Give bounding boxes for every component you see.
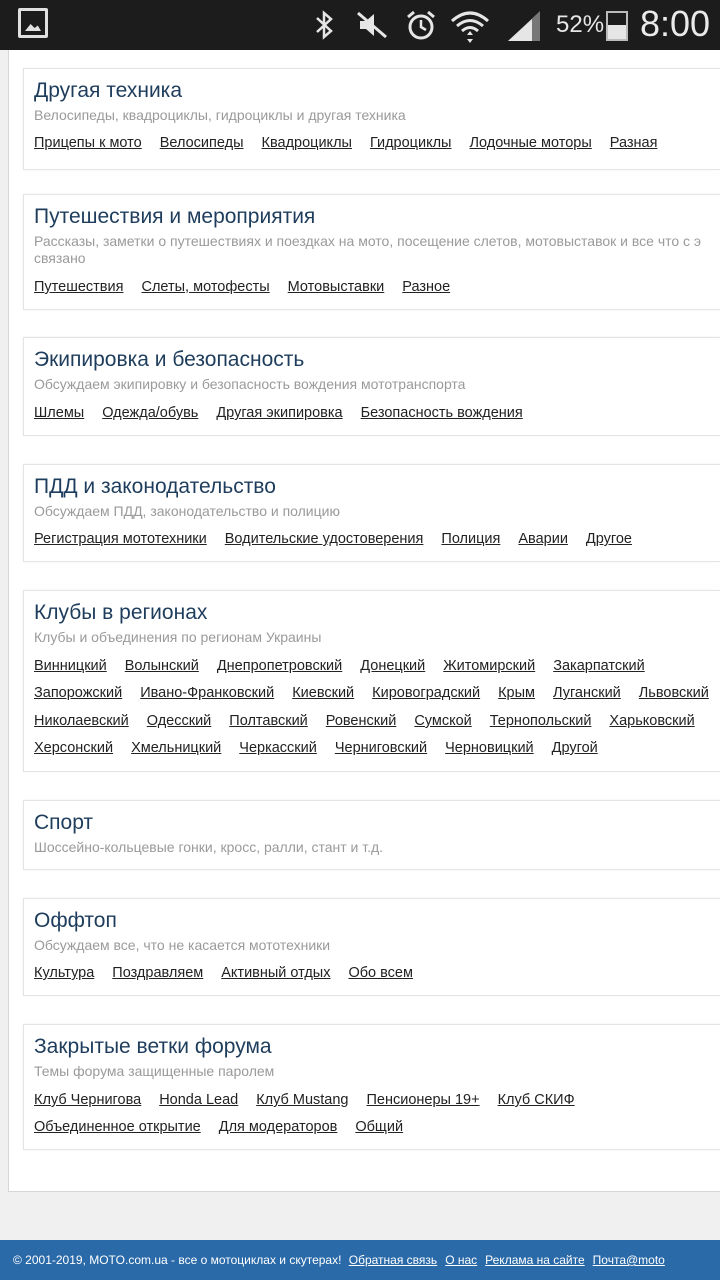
subforum-link[interactable]: Разное: [402, 279, 451, 295]
subforum-link[interactable]: Ивано-Франковский: [140, 685, 275, 701]
forum-section-travel: [23, 194, 720, 310]
section-title[interactable]: Спорт: [34, 811, 94, 834]
footer-link-feedback[interactable]: Обратная связь: [348, 1253, 438, 1267]
subforum-link[interactable]: Хмельницкий: [131, 740, 222, 756]
bluetooth-icon: [313, 9, 337, 48]
status-bar: [0, 0, 720, 50]
section-title[interactable]: Другая техника: [34, 79, 183, 102]
forum-section-gear-safety: [23, 337, 720, 436]
section-title[interactable]: ПДД и законодательство: [34, 475, 276, 498]
section-description: Велосипеды, квадроциклы, гидроциклы и другая техника: [34, 107, 406, 123]
subforum-link[interactable]: Волынский: [124, 658, 199, 674]
subforum-links-row-2: [34, 683, 720, 703]
subforum-links: [34, 277, 468, 297]
forum-section-other-vehicles: [23, 68, 720, 170]
section-title[interactable]: Путешествия и мероприятия: [34, 205, 316, 228]
subforum-link[interactable]: Запорожский: [34, 685, 123, 701]
subforum-link[interactable]: Крым: [498, 685, 536, 701]
subforum-link[interactable]: Объединенное открытие: [34, 1119, 201, 1135]
subforum-link[interactable]: Безопасность вождения: [360, 405, 523, 421]
subforum-link[interactable]: Полтавский: [229, 713, 308, 729]
subforum-link[interactable]: Поздравляем: [112, 965, 204, 981]
section-description: Клубы и объединения по регионам Украины: [34, 629, 322, 645]
signal-icon: [506, 9, 542, 48]
subforum-link[interactable]: Общий: [355, 1119, 404, 1135]
subforum-link[interactable]: Аварии: [518, 531, 568, 547]
subforum-link[interactable]: Велосипеды: [159, 135, 244, 151]
subforum-links-row-1: [34, 1090, 593, 1110]
subforum-link[interactable]: Другой: [551, 740, 598, 756]
gallery-notification-icon: [18, 8, 48, 38]
subforum-link[interactable]: Львовский: [638, 685, 709, 701]
section-title[interactable]: Закрытые ветки форума: [34, 1035, 272, 1058]
subforum-links-row-2: [34, 1117, 421, 1137]
subforum-link[interactable]: Луганский: [553, 685, 621, 701]
wifi-icon: [450, 9, 490, 52]
subforum-link[interactable]: Николаевский: [34, 713, 129, 729]
subforum-link[interactable]: Черновицкий: [445, 740, 534, 756]
forum-section-sport: [23, 800, 720, 870]
section-title[interactable]: Экипировка и безопасность: [34, 348, 305, 371]
subforum-link[interactable]: Культура: [34, 965, 95, 981]
section-description: Обсуждаем ПДД, законодательство и полицию: [34, 503, 340, 519]
mute-icon: [356, 9, 390, 48]
subforum-link[interactable]: Пенсионеры 19+: [366, 1092, 480, 1108]
subforum-links: [34, 529, 650, 549]
subforum-links-row-3: [34, 711, 713, 731]
subforum-links: [34, 403, 541, 423]
footer-link-mail[interactable]: Почта@moto: [592, 1253, 665, 1267]
subforum-link[interactable]: Харьковский: [609, 713, 695, 729]
subforum-link[interactable]: Разная: [609, 135, 658, 151]
subforum-link[interactable]: Херсонский: [34, 740, 114, 756]
subforum-link[interactable]: Сумской: [414, 713, 472, 729]
forum-section-traffic-law: [23, 464, 720, 562]
section-title[interactable]: Оффтоп: [34, 909, 117, 932]
subforum-link[interactable]: Винницкий: [34, 658, 107, 674]
subforum-link[interactable]: Днепропетровский: [216, 658, 343, 674]
subforum-link[interactable]: Одежда/обувь: [102, 405, 199, 421]
section-description: Шоссейно-кольцевые гонки, кросс, ралли, стант и т.д.: [34, 839, 384, 855]
subforum-link[interactable]: Кировоградский: [372, 685, 481, 701]
subforum-link[interactable]: Ровенский: [325, 713, 397, 729]
subforum-link[interactable]: Активный отдых: [221, 965, 331, 981]
subforum-link[interactable]: Клуб Чернигова: [34, 1092, 142, 1108]
subforum-link[interactable]: Слеты, мотофесты: [141, 279, 270, 295]
subforum-link[interactable]: Лодочные моторы: [469, 135, 592, 151]
subforum-links-row-4: [34, 738, 616, 758]
subforum-link[interactable]: Житомирский: [443, 658, 536, 674]
subforum-link[interactable]: Шлемы: [34, 405, 85, 421]
subforum-link[interactable]: Черниговский: [334, 740, 428, 756]
subforum-link[interactable]: Клуб Mustang: [256, 1092, 349, 1108]
footer-link-advertising[interactable]: Реклама на сайте: [485, 1253, 585, 1267]
subforum-link[interactable]: Полиция: [441, 531, 501, 547]
forum-section-offtopic: [23, 898, 720, 996]
subforum-link[interactable]: Регистрация мототехники: [34, 531, 207, 547]
subforum-link[interactable]: Мотовыставки: [287, 279, 385, 295]
section-description: Обсуждаем все, что не касается мототехники: [34, 937, 331, 953]
footer-copyright: © 2001-2019, MOTO.com.ua - все о мотоциклах и скутерах!: [13, 1253, 342, 1267]
subforum-link[interactable]: Другая экипировка: [216, 405, 343, 421]
subforum-link[interactable]: Одесский: [146, 713, 212, 729]
subforum-links-row-1: [34, 656, 663, 676]
subforum-link[interactable]: Квадроциклы: [261, 135, 352, 151]
section-description: Рассказы, заметки о путешествиях и поездках на мото, посещение слетов, мотовыставок и все что с э связано: [34, 233, 702, 266]
subforum-links: [34, 133, 675, 153]
subforum-link[interactable]: Закарпатский: [553, 658, 645, 674]
forum-section-regional-clubs: [23, 590, 720, 772]
battery-percent: 52%: [556, 11, 605, 38]
subforum-link[interactable]: Черкасский: [239, 740, 317, 756]
footer-link-about[interactable]: О нас: [445, 1253, 478, 1267]
battery-icon: [606, 11, 628, 41]
section-description: Обсуждаем экипировку и безопасность вождения мототранспорта: [34, 376, 466, 392]
clock: 8:00: [640, 3, 711, 44]
section-title[interactable]: Клубы в регионах: [34, 601, 208, 624]
subforum-link[interactable]: Другое: [585, 531, 632, 547]
alarm-icon: [404, 9, 438, 50]
site-footer: [0, 1240, 720, 1280]
subforum-link[interactable]: Путешествия: [34, 279, 124, 295]
subforum-link[interactable]: Клуб СКИФ: [497, 1092, 575, 1108]
subforum-link[interactable]: Водительские удостоверения: [224, 531, 424, 547]
subforum-link[interactable]: Киевский: [292, 685, 355, 701]
subforum-link[interactable]: Тернопольский: [489, 713, 592, 729]
subforum-link[interactable]: Обо всем: [348, 965, 413, 981]
section-description: Темы форума защищенные паролем: [34, 1063, 275, 1079]
subforum-link[interactable]: Гидроциклы: [369, 135, 452, 151]
subforum-link[interactable]: Донецкий: [360, 658, 426, 674]
subforum-link[interactable]: Прицепы к мото: [34, 135, 142, 151]
subforum-links: [34, 963, 431, 983]
subforum-link[interactable]: Honda Lead: [159, 1092, 239, 1108]
forum-section-closed-branches: [23, 1024, 720, 1150]
subforum-link[interactable]: Для модераторов: [218, 1119, 338, 1135]
